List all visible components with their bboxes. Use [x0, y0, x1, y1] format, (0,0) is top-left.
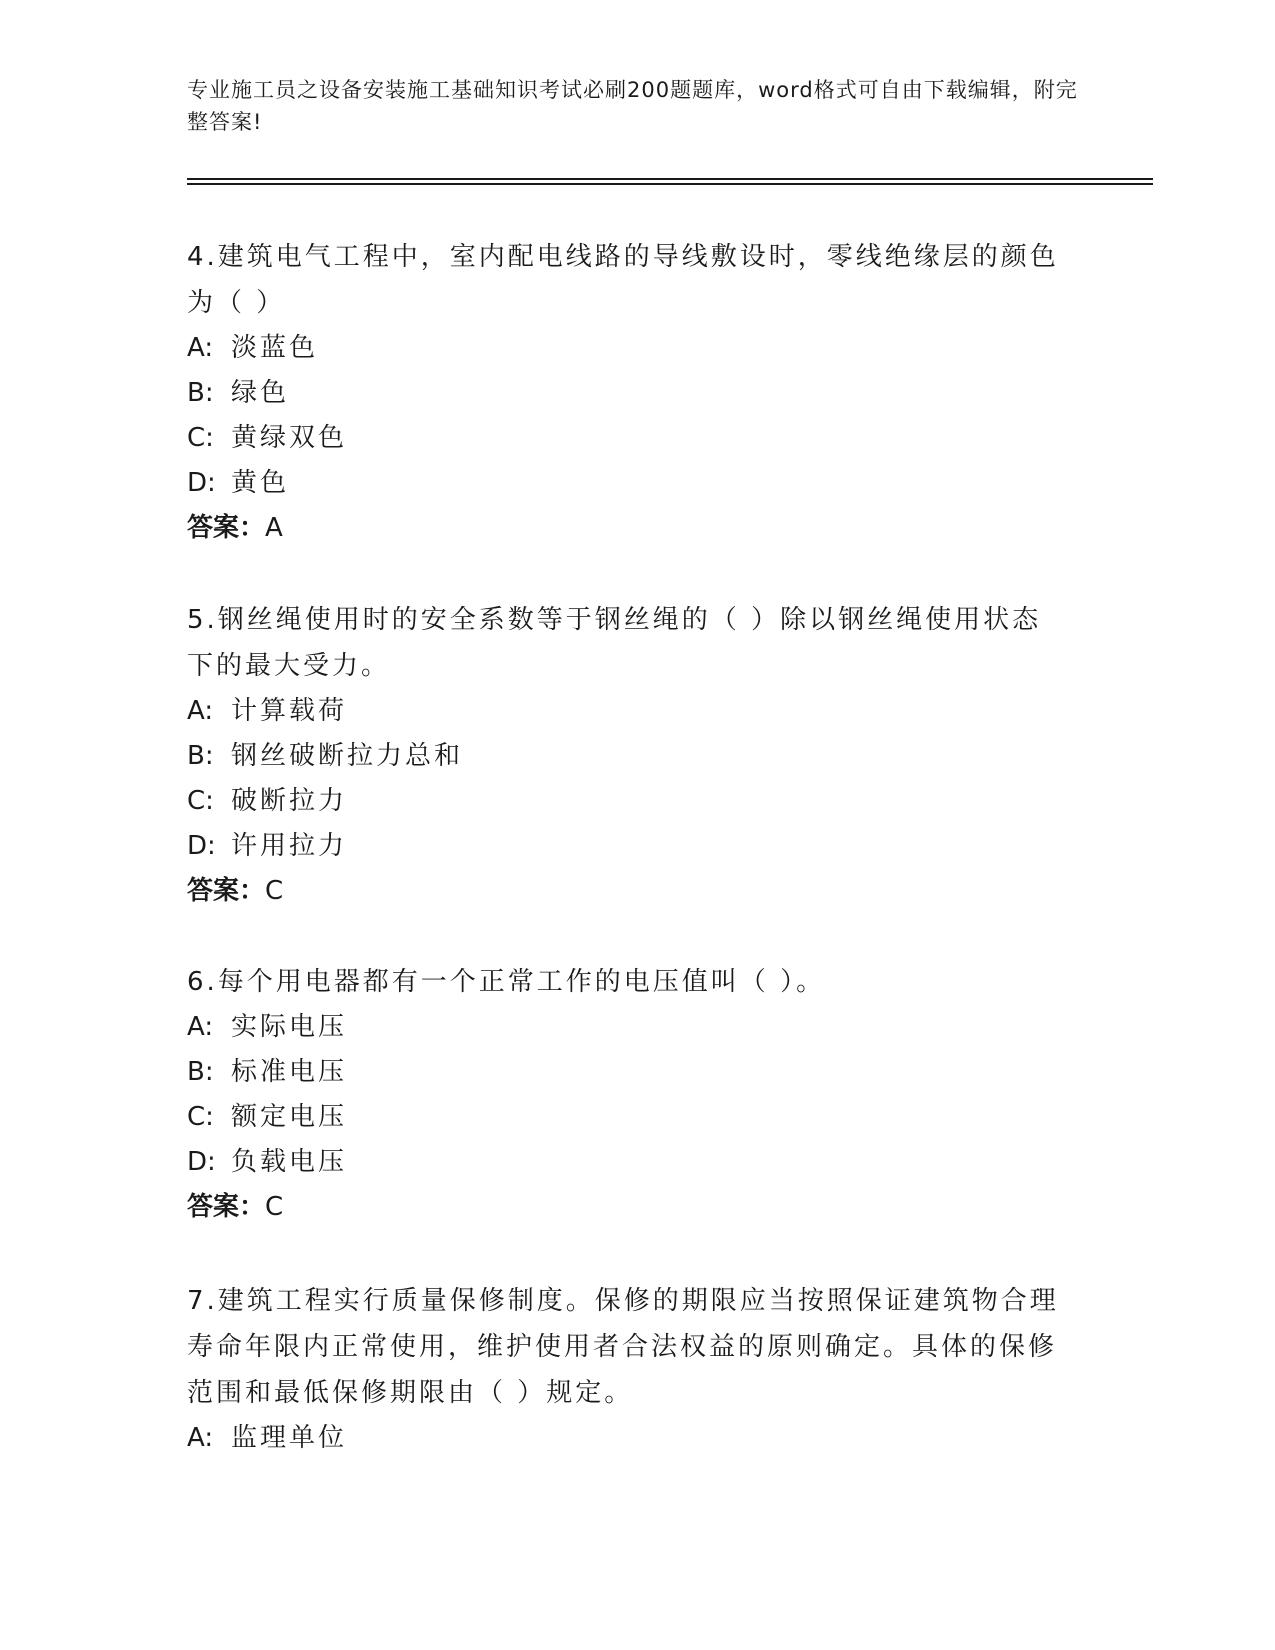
header-divider-bottom [187, 183, 1153, 185]
option-text: 标准电压 [231, 1057, 348, 1087]
answer-value: C [265, 1192, 284, 1222]
question-stem: 7.建筑工程实行质量保修制度。保修的期限应当按照保证建筑物合理寿命年限内正常使用，维护使用者合法权益的原则确定。具体的保修范围和最低保修期限由（ ）规定。 [187, 1286, 1059, 1408]
option-d [187, 461, 1067, 506]
option-b [187, 1050, 1067, 1095]
option-d [187, 824, 1067, 869]
question-stem: 4.建筑电气工程中，室内配电线路的导线敷设时，零线绝缘层的颜色为（ ） [187, 242, 1059, 318]
header-divider-top [187, 178, 1153, 180]
answer-value: C [265, 876, 284, 906]
question-stem: 5.钢丝绳使用时的安全系数等于钢丝绳的（ ）除以钢丝绳使用状态下的最大受力。 [187, 605, 1042, 681]
option-key: A: [187, 1423, 214, 1453]
option-text: 额定电压 [231, 1102, 348, 1132]
answer-line [187, 869, 1067, 914]
answer-label: 答案： [187, 513, 266, 543]
question-4 [187, 234, 1067, 551]
option-text: 淡蓝色 [231, 333, 319, 363]
option-key: A: [187, 696, 214, 726]
option-text: 钢丝破断拉力总和 [231, 741, 464, 771]
option-text: 实际电压 [231, 1012, 348, 1042]
option-c [187, 1095, 1067, 1140]
option-text: 计算载荷 [231, 696, 348, 726]
option-a [187, 326, 1067, 371]
answer-line [187, 506, 1067, 551]
option-text: 绿色 [231, 378, 290, 408]
answer-label: 答案： [187, 876, 266, 906]
option-key: A: [187, 1012, 214, 1042]
option-text: 许用拉力 [231, 831, 348, 861]
option-key: C: [187, 423, 214, 453]
option-key: B: [187, 1057, 214, 1087]
document-header-note: 专业施工员之设备安装施工基础知识考试必刷200题题库，word格式可自由下载编辑，附完整答案! [187, 78, 1078, 134]
option-key: B: [187, 378, 214, 408]
option-text: 监理单位 [231, 1423, 348, 1453]
answer-value: A [265, 513, 283, 543]
answer-label: 答案： [187, 1192, 266, 1222]
option-key: A: [187, 333, 214, 363]
option-key: D: [187, 1147, 216, 1177]
option-key: C: [187, 1102, 214, 1132]
option-c [187, 779, 1067, 824]
option-c [187, 416, 1067, 461]
option-key: C: [187, 786, 214, 816]
question-7 [187, 1278, 1067, 1461]
option-key: D: [187, 831, 216, 861]
option-b [187, 734, 1067, 779]
question-stem: 6.每个用电器都有一个正常工作的电压值叫（ ）。 [187, 967, 826, 997]
option-a [187, 689, 1067, 734]
option-text: 负载电压 [231, 1147, 348, 1177]
option-text: 黄绿双色 [231, 423, 348, 453]
option-text: 破断拉力 [231, 786, 348, 816]
option-d [187, 1140, 1067, 1185]
option-b [187, 371, 1067, 416]
option-a [187, 1416, 1067, 1461]
question-6 [187, 959, 1067, 1230]
option-key: D: [187, 468, 216, 498]
answer-line [187, 1185, 1067, 1230]
question-5 [187, 597, 1067, 914]
option-key: B: [187, 741, 214, 771]
option-a [187, 1005, 1067, 1050]
option-text: 黄色 [231, 468, 290, 498]
